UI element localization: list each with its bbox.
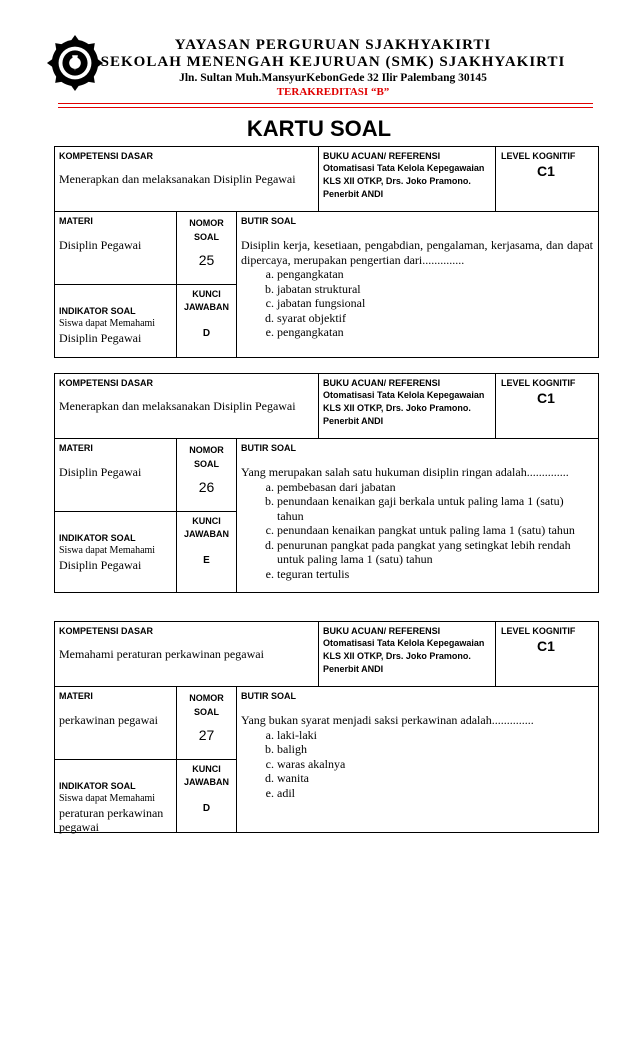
kompetensi-label: KOMPETENSI DASAR xyxy=(59,378,154,388)
kunci-value: D xyxy=(202,328,211,339)
kunci-label: KUNCI JAWABAN xyxy=(183,289,229,312)
materi-value: perkawinan pegawai xyxy=(59,713,158,727)
level-value: C1 xyxy=(537,163,555,179)
header-divider xyxy=(58,103,593,104)
kunci-value: D xyxy=(202,803,211,814)
materi-label: MATERI xyxy=(59,443,93,453)
level-label: LEVEL KOGNITIF xyxy=(501,626,576,636)
indikator-line-1: Siswa dapat Memahami xyxy=(59,545,156,556)
nomor-value: 25 xyxy=(198,252,215,268)
kunci-value: E xyxy=(203,555,210,566)
card-header-row xyxy=(55,622,598,687)
card-body-row xyxy=(55,212,598,358)
kompetensi-value: Menerapkan dan melaksanakan Disiplin Pegawai xyxy=(59,172,296,186)
nomor-label: NOMOR SOAL xyxy=(189,693,224,717)
indikator-line-2: peraturan perkawinan pegawai xyxy=(59,806,164,834)
question-text: Disiplin kerja, kesetiaan, pengabdian, pengalaman, kerjasama, dan dapat dipercaya, merupakan pengertian dari.............. xyxy=(241,238,593,267)
answer-option: a. laki-laki xyxy=(277,728,593,743)
page-title: KARTU SOAL xyxy=(246,116,392,141)
level-label: LEVEL KOGNITIF xyxy=(501,378,576,388)
answer-option: b. jabatan struktural xyxy=(277,282,593,297)
indikator-label: INDIKATOR SOAL xyxy=(59,781,136,791)
question-text: Yang merupakan salah satu hukuman disiplin ringan adalah.............. xyxy=(241,465,569,479)
header-divider xyxy=(58,107,593,108)
answer-option: a. pengangkatan xyxy=(277,267,593,282)
level-value: C1 xyxy=(537,390,555,406)
nomor-value: 26 xyxy=(198,479,215,495)
butir-label: BUTIR SOAL xyxy=(241,691,296,701)
level-value: C1 xyxy=(537,638,555,654)
answer-option: c. jabatan fungsional xyxy=(277,296,593,311)
card-body-row xyxy=(55,439,598,593)
card-header-row xyxy=(55,147,598,212)
butir-label: BUTIR SOAL xyxy=(241,216,296,226)
indikator-line-2: Disiplin Pegawai xyxy=(59,331,142,345)
question-card xyxy=(54,621,599,833)
materi-value: Disiplin Pegawai xyxy=(59,238,142,252)
answer-option: e. pengangkatan xyxy=(277,325,593,340)
answer-options xyxy=(241,480,593,582)
buku-value: Otomatisasi Tata Kelola Kepegawaian KLS XII OTKP, Drs. Joko Pramono. Penerbit ANDI xyxy=(323,163,485,199)
answer-option: a. pembebasan dari jabatan xyxy=(277,480,593,495)
question-text: Yang bukan syarat menjadi saksi perkawinan adalah.............. xyxy=(241,713,534,727)
answer-option: e. teguran tertulis xyxy=(277,567,593,582)
kompetensi-value: Memahami peraturan perkawinan pegawai xyxy=(59,647,264,661)
indikator-line-1: Siswa dapat Memahami xyxy=(59,318,156,329)
answer-option: c. waras akalnya xyxy=(277,757,593,772)
answer-option: b. baligh xyxy=(277,742,593,757)
indikator-line-2: Disiplin Pegawai xyxy=(59,558,142,572)
nomor-value: 27 xyxy=(198,727,215,743)
school-name: SEKOLAH MENENGAH KEJURUAN (SMK) SJAKHYAKIRTI xyxy=(100,54,566,70)
indikator-label: INDIKATOR SOAL xyxy=(59,306,136,316)
answer-options xyxy=(241,728,593,801)
indikator-label: INDIKATOR SOAL xyxy=(59,533,136,543)
level-label: LEVEL KOGNITIF xyxy=(501,151,576,161)
answer-option: d. penurunan pangkat pada pangkat yang setingkat lebih rendah untuk paling lama 1 (satu) tahun xyxy=(277,538,593,567)
question-card xyxy=(54,146,599,358)
nomor-label: NOMOR SOAL xyxy=(189,218,224,242)
buku-label: BUKU ACUAN/ REFERENSI xyxy=(323,626,441,636)
answer-option: b. penundaan kenaikan gaji berkala untuk paling lama 1 (satu) tahun xyxy=(277,494,593,523)
indikator-line-1: Siswa dapat Memahami xyxy=(59,793,156,804)
card-body-row xyxy=(55,687,598,833)
answer-option: e. adil xyxy=(277,786,593,801)
kompetensi-value: Menerapkan dan melaksanakan Disiplin Pegawai xyxy=(59,399,296,413)
materi-label: MATERI xyxy=(59,691,93,701)
materi-value: Disiplin Pegawai xyxy=(59,465,142,479)
answer-option: d. wanita xyxy=(277,771,593,786)
answer-options xyxy=(241,267,593,340)
kunci-label: KUNCI JAWABAN xyxy=(183,764,229,787)
buku-value: Otomatisasi Tata Kelola Kepegawaian KLS XII OTKP, Drs. Joko Pramono. Penerbit ANDI xyxy=(323,390,485,426)
accreditation-status: TERAKREDITASI “B” xyxy=(276,86,390,98)
question-card xyxy=(54,373,599,593)
school-address: Jln. Sultan Muh.MansyurKebonGede 32 Ilir Palembang 30145 xyxy=(179,72,487,84)
answer-option: d. syarat objektif xyxy=(277,311,593,326)
materi-label: MATERI xyxy=(59,216,93,226)
buku-label: BUKU ACUAN/ REFERENSI xyxy=(323,378,441,388)
foundation-name: YAYASAN PERGURUAN SJAKHYAKIRTI xyxy=(174,37,492,53)
butir-label: BUTIR SOAL xyxy=(241,443,296,453)
kompetensi-label: KOMPETENSI DASAR xyxy=(59,626,154,636)
nomor-label: NOMOR SOAL xyxy=(189,445,224,469)
kompetensi-label: KOMPETENSI DASAR xyxy=(59,151,154,161)
answer-option: c. penundaan kenaikan pangkat untuk paling lama 1 (satu) tahun xyxy=(277,523,593,538)
card-header-row xyxy=(55,374,598,439)
buku-label: BUKU ACUAN/ REFERENSI xyxy=(323,151,441,161)
buku-value: Otomatisasi Tata Kelola Kepegawaian KLS XII OTKP, Drs. Joko Pramono. Penerbit ANDI xyxy=(323,638,485,674)
kunci-label: KUNCI JAWABAN xyxy=(183,516,229,539)
